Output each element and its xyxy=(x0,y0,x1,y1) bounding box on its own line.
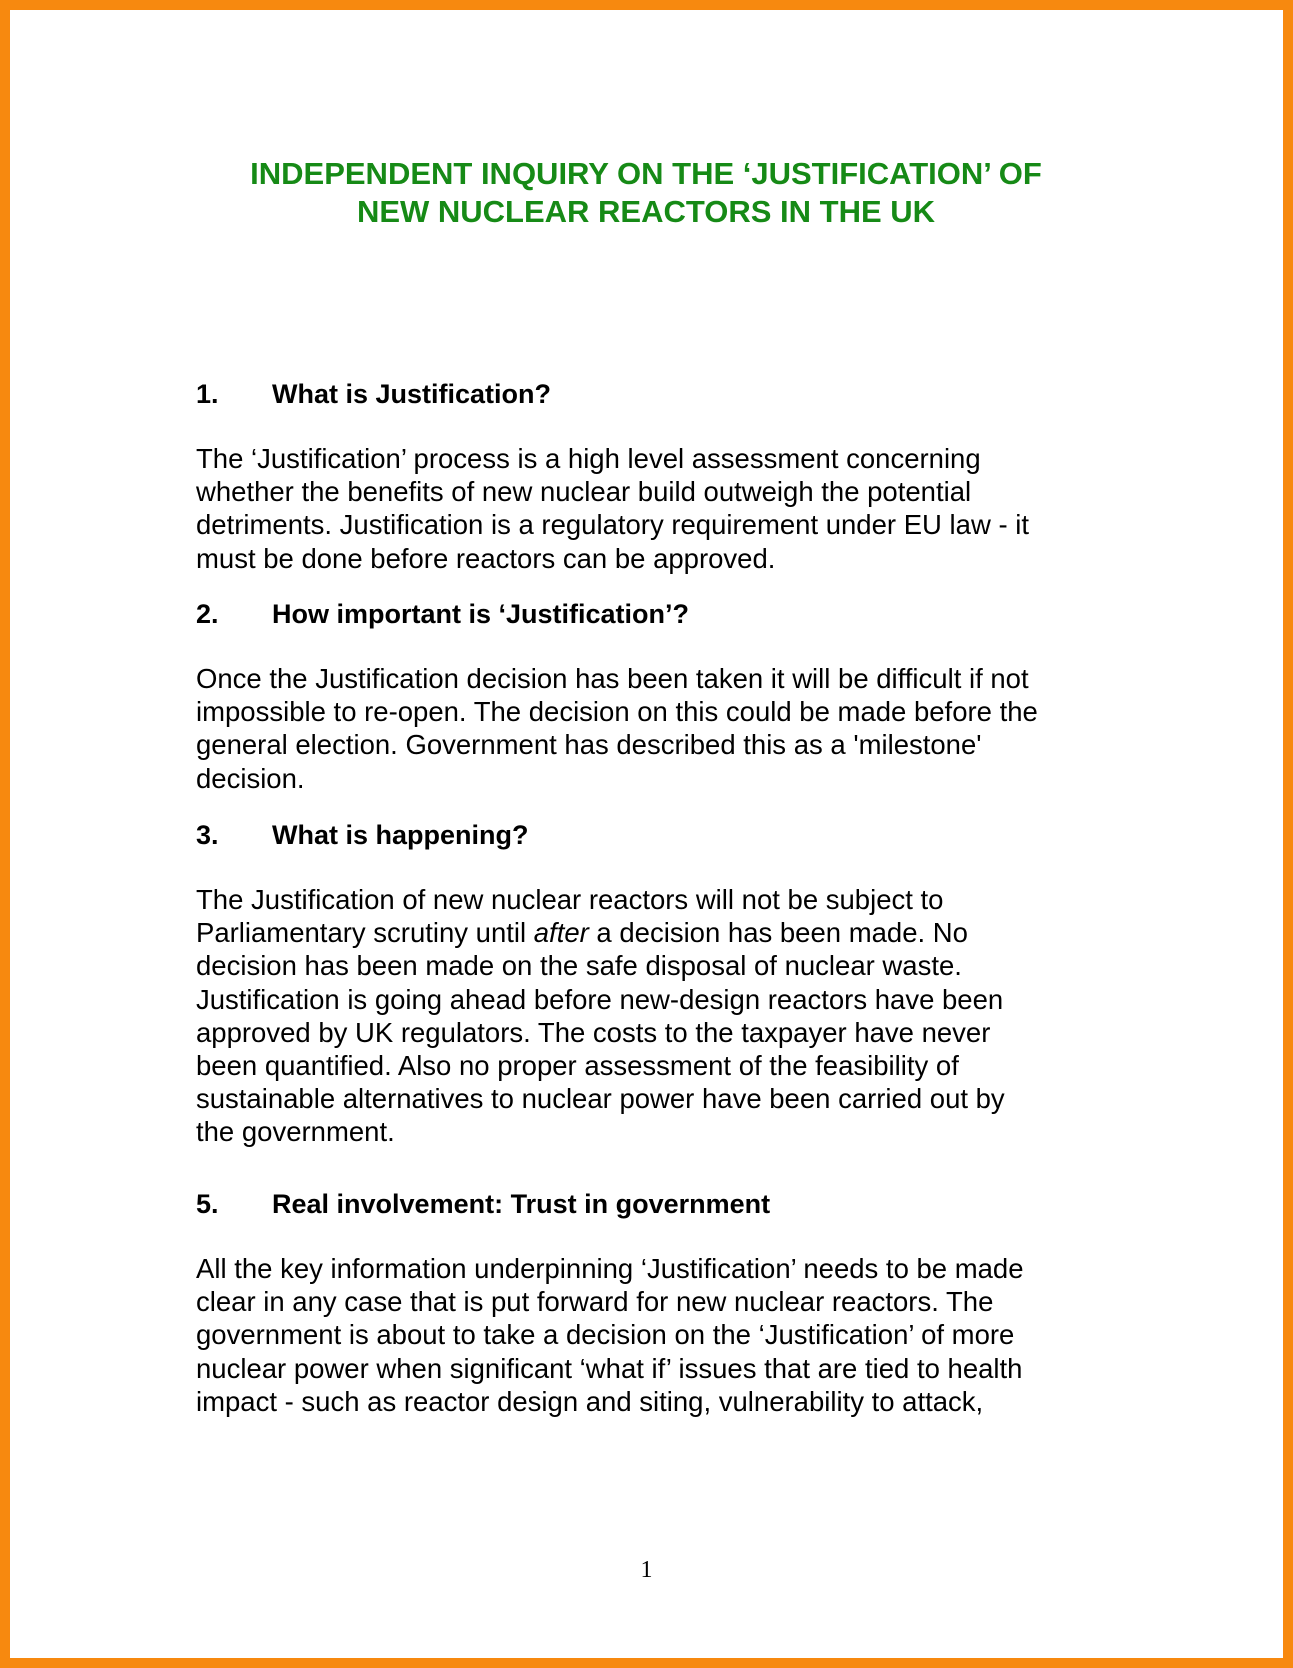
section-heading xyxy=(196,1188,770,1221)
section-heading-text: What is Justification? xyxy=(272,379,552,409)
paragraph-line: government is about to take a decision on the ‘Justification’ of more xyxy=(196,1319,1015,1351)
paragraph-line: approved by UK regulators. The costs to the taxpayer have never xyxy=(196,1016,991,1048)
section-heading xyxy=(196,378,551,411)
section-number: 2. xyxy=(196,599,219,629)
section-paragraph xyxy=(196,1252,1024,1418)
paragraph-line: nuclear power when significant ‘what if’ issues that are tied to health xyxy=(196,1352,1023,1384)
section-paragraph xyxy=(196,662,1038,795)
title-line: NEW NUCLEAR REACTORS IN THE UK xyxy=(356,194,936,229)
emphasis-text: after xyxy=(533,917,589,949)
paragraph-line: must be done before reactors can be approved. xyxy=(196,542,776,574)
paragraph-line: All the key information underpinning ‘Justification’ needs to be made xyxy=(196,1253,1024,1284)
paragraph-line: detriments. Justification is a regulatory requirement under EU law - it xyxy=(196,509,1029,541)
section-number: 3. xyxy=(196,820,219,850)
paragraph-line: impossible to re-open. The decision on this could be made before the xyxy=(196,696,1038,728)
section-heading xyxy=(196,598,689,631)
section-heading-text: What is happening? xyxy=(272,820,529,850)
paragraph-line xyxy=(196,916,1005,949)
section-number: 5. xyxy=(196,1189,219,1219)
paragraph-text: Parliamentary scrutiny until xyxy=(196,917,534,949)
page-number: 1 xyxy=(640,1557,653,1583)
document-title xyxy=(196,155,1096,231)
paragraph-line: been quantified. Also no proper assessment of the feasibility of xyxy=(196,1050,959,1082)
paragraph-line: The ‘Justification’ process is a high level assessment concerning xyxy=(196,443,981,474)
paragraph-line: decision. xyxy=(196,762,305,794)
section-heading-text: How important is ‘Justification’? xyxy=(272,599,690,629)
paragraph-line: The Justification of new nuclear reactors will not be subject to xyxy=(196,884,944,915)
section-paragraph xyxy=(196,883,1005,1149)
section-heading-text: Real involvement: Trust in government xyxy=(272,1189,771,1219)
section-paragraph xyxy=(196,442,1029,575)
paragraph-line: impact - such as reactor design and siting, vulnerability to attack, xyxy=(196,1385,984,1417)
paragraph-text: a decision has been made. No xyxy=(588,917,968,949)
paragraph-line: the government. xyxy=(196,1116,395,1148)
paragraph-line: clear in any case that is put forward for new nuclear reactors. The xyxy=(196,1286,994,1318)
paragraph-line: Justification is going ahead before new-design reactors have been xyxy=(196,983,1004,1015)
section-heading xyxy=(196,819,529,852)
paragraph-line: sustainable alternatives to nuclear power have been carried out by xyxy=(196,1083,1005,1115)
paragraph-line: general election. Government has described this as a 'milestone' xyxy=(196,729,982,761)
section-number: 1. xyxy=(196,379,219,409)
paragraph-line: whether the benefits of new nuclear build outweigh the potential xyxy=(196,476,972,508)
paragraph-line: Once the Justification decision has been taken it will be difficult if not xyxy=(196,663,1029,694)
paragraph-line: decision has been made on the safe disposal of nuclear waste. xyxy=(196,950,962,982)
title-line: INDEPENDENT INQUIRY ON THE ‘JUSTIFICATION’ OF xyxy=(250,156,1042,191)
